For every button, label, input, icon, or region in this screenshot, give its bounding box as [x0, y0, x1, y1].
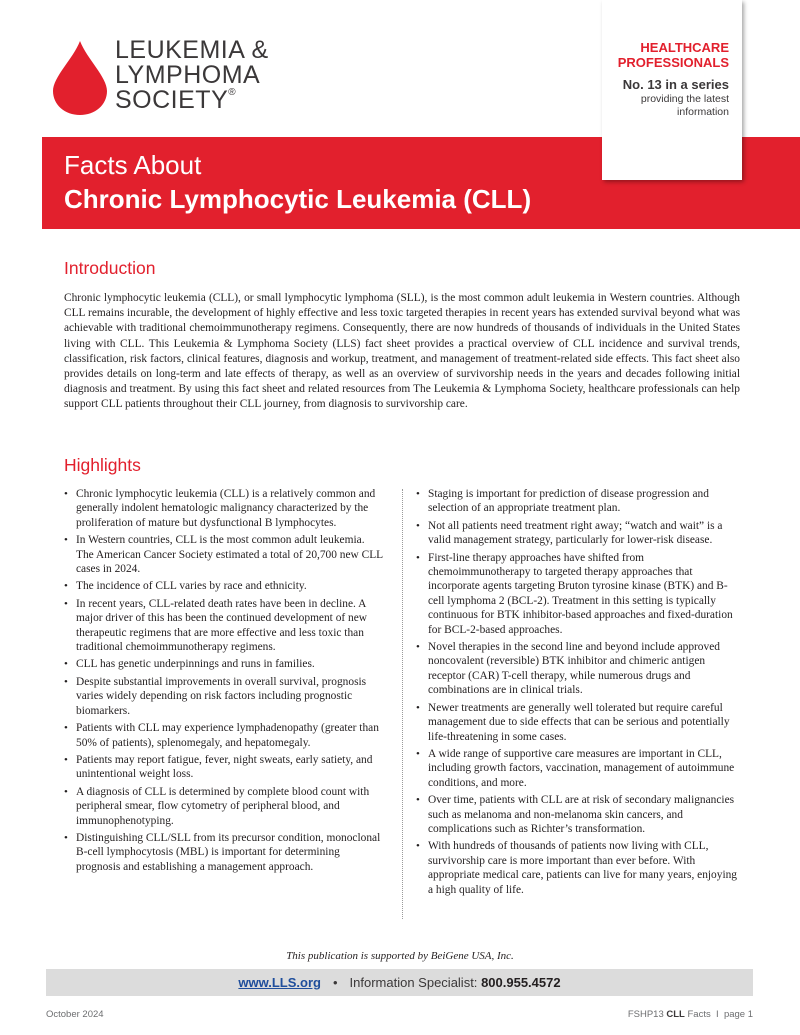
highlight-item: • Newer treatments are generally well tolerated but require careful management due to side effects that can be serious and potentially life-threatening in some cases. — [416, 701, 730, 743]
series-number: No. 13 in a series — [622, 77, 729, 92]
highlight-item: • Novel therapies in the second line and beyond include approved noncovalent (reversible) BTK inhibitor and chimeric antigen receptor (CAR) T-cell therapy, while numerous drugs and combinations are in clinical trials. — [416, 641, 720, 697]
info-specialist-label: Information Specialist: — [349, 975, 478, 990]
column-divider — [402, 489, 403, 919]
highlight-item: • The incidence of CLL varies by race and ethnicity. — [64, 580, 307, 593]
sponsor-note: This publication is supported by BeiGene USA, Inc. — [286, 950, 514, 962]
registered-mark: ® — [228, 87, 237, 98]
introduction-heading: Introduction — [64, 258, 156, 278]
highlight-item: • In recent years, CLL-related death rates have been in decline. A major driver of this has been the continued development of new therapeutic regimens that are more effective and less toxic than traditional chemoimmunotherapy regimens. — [64, 597, 368, 654]
logo-line-3: SOCIETY — [115, 86, 229, 114]
footer-facts: Facts — [687, 1009, 711, 1020]
highlight-item: • Patients may report fatigue, fever, night sweats, early satiety, and unintentional weight loss. — [64, 753, 373, 781]
contact-bar — [46, 969, 753, 996]
highlight-item: • First-line therapy approaches have shifted from chemoimmunotherapy to targeted therapy approaches that incorporate agents targeting Bruton tyrosine kinase (BTK) and B-cell lymphoma 2 (BCL-2). Treatment in this setting is typically continuous for BTK inhibitor-based approaches and fixed-duration for BCL-2-based approaches. — [416, 551, 733, 636]
highlight-item: • A diagnosis of CLL is determined by complete blood count with peripheral smear, flow cytometry of peripheral blood, and immunophenotyping. — [64, 785, 370, 827]
lls-logo — [53, 38, 303, 118]
series-category: HEALTHCARE PROFESSIONALS — [617, 40, 729, 70]
highlights-right-column — [416, 487, 740, 900]
logo-wordmark — [115, 38, 269, 113]
footer-title: CLL — [666, 1009, 685, 1020]
highlight-item: • A wide range of supportive care measures are important in CLL, including growth factors, vaccination, management of autoimmune conditions, and more. — [416, 747, 735, 789]
contact-separator: • — [332, 975, 338, 990]
highlight-item: • In Western countries, CLL is the most common adult leukemia. The American Cancer Society estimated a total of 20,700 new CLL cases in 2024. — [64, 534, 383, 576]
highlight-item: • CLL has genetic underpinnings and runs in families. — [64, 658, 315, 671]
series-description: providing the latest information — [640, 93, 729, 118]
highlight-item: • Distinguishing CLL/SLL from its precursor condition, monoclonal B-cell lymphocytosis (MBL) is important for determining prognosis and establishing a management approach. — [64, 831, 381, 873]
page-title: Chronic Lymphocytic Leukemia (CLL) — [64, 184, 532, 214]
document-code: FSHP13 — [627, 1009, 664, 1020]
website-link[interactable]: www.LLS.org — [238, 975, 321, 990]
publication-date: October 2024 — [46, 1009, 104, 1020]
logo-line-2: LYMPHOMA — [115, 61, 261, 89]
highlight-item: • Patients with CLL may experience lymphadenopathy (greater than 50% of patients), splenomegaly, and hepatomegaly. — [64, 722, 379, 749]
introduction-text: Chronic lymphocytic leukemia (CLL), or small lymphocytic lymphoma (SLL), is the most common adult leukemia in Western countries. Although CLL remains incurable, the development of highly effective and less toxic targeted therapies in recent years has extended survival beyond what was achievable with traditional chemoimmunotherapy regimens. Consequently, there are now hundreds of thousands of individuals in the United States living with CLL. This Leukemia & Lymphoma Society (LLS) fact sheet provides a practical overview of CLL incidence and survival trends, classification, risk factors, clinical features, diagnosis and workup, treatment, and management of treatment-related side effects. This fact sheet also provides details on long-term and late effects of therapy, as well as an overview of survivorship needs in the years and decades following initial diagnosis and treatment. By using this fact sheet and related resources from The Leukemia & Lymphoma Society, healthcare professionals can help support CLL patients throughout their CLL journey, from diagnosis to survivorship care. — [64, 292, 740, 411]
highlight-item: • Staging is important for prediction of disease progression and selection of an appropriate treatment plan. — [416, 488, 709, 515]
highlights-left-column — [64, 487, 384, 877]
footer-divider: I — [716, 1009, 719, 1020]
highlight-item: • Despite substantial improvements in overall survival, prognosis varies widely depending on risk factors including prognostic biomarkers. — [64, 675, 367, 717]
highlight-item: • Over time, patients with CLL are at risk of secondary malignancies such as melanoma and non-melanoma skin cancers, and complications such as Richter’s transformation. — [416, 794, 735, 835]
title-line-1: Facts About — [64, 150, 202, 180]
series-tab — [602, 0, 742, 180]
phone-number[interactable]: 800.955.4572 — [481, 975, 561, 990]
highlight-item: • With hundreds of thousands of patients now living with CLL, survivorship care is more important than ever before. With appropriate medical care, patients can live for many years, enjoying a high quality of life. — [416, 840, 737, 896]
footer-page-info — [628, 1009, 753, 1020]
highlight-item: • Chronic lymphocytic leukemia (CLL) is a relatively common and generally indolent hematologic malignancy characterized by the proliferation of mature but dysfunctional B lymphocytes. — [64, 488, 376, 529]
page-number: page 1 — [723, 1009, 753, 1020]
blood-drop-icon — [53, 41, 107, 115]
logo-line-1: LEUKEMIA & — [115, 36, 269, 64]
highlights-heading: Highlights — [64, 455, 141, 475]
highlight-item: • Not all patients need treatment right away; “watch and wait” is a valid management strategy, particularly for lower-risk disease. — [416, 519, 723, 547]
